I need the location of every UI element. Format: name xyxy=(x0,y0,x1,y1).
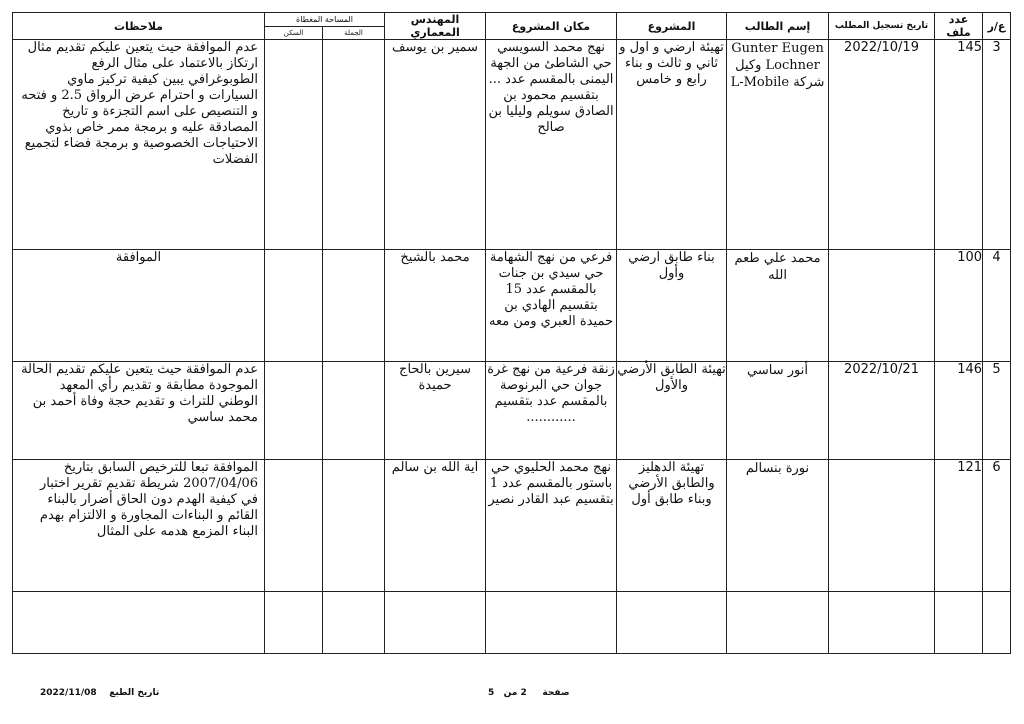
row-notes: عدم الموافقة حيث يتعين عليكم تقديم الحالة الموجودة مطابقة و تقديم رأي المعهد الوطني للتراث و تقديم حجة وفاة أحمد بن محمد ساسي xyxy=(13,362,265,460)
row-project: تهيئة ارضي و اول و ثاني و ثالث و بناء رابع و خامس xyxy=(617,40,727,250)
table-row xyxy=(13,250,1011,362)
page-label: صفحة xyxy=(542,688,570,698)
row-notes: الموافقة تبعا للترخيص السابق بتاريخ 2007/04/06 شريطة تقديم تقرير اختبار في كيفية الهدم دون الحاق أضرار بالبناء القائم و البناءات المجاورة و الالتزام بهدم البناء المزمع هدمه على المثال xyxy=(13,460,265,592)
row-date: 2022/10/19 xyxy=(829,40,935,250)
applicant-line: Lochner وكيل xyxy=(735,58,820,73)
header-project: المشروع xyxy=(617,13,727,40)
row-notes: الموافقة xyxy=(13,250,265,362)
row-date xyxy=(829,460,935,592)
empty-row xyxy=(13,592,1011,654)
applicant-line: محمد علي طعم الله xyxy=(734,251,821,283)
row-applicant xyxy=(727,460,829,592)
row-area-housing xyxy=(265,460,323,592)
row-area-total xyxy=(323,250,385,362)
table-row xyxy=(13,362,1011,460)
table-row xyxy=(13,40,1011,250)
row-file-no: 146 xyxy=(935,362,983,460)
row-location: فرعي من نهج الشهامة حي سيدي بن جنات بالمقسم عدد 15 بتقسيم الهادي بن حميدة العبري ومن معه xyxy=(486,250,617,362)
applicant-line: أنور ساسي xyxy=(747,363,808,378)
row-index: 6 xyxy=(983,460,1011,592)
header-notes: ملاحظات xyxy=(13,13,265,40)
header-covered-area: المساحة المغطاة xyxy=(265,13,385,27)
page-current: 2 xyxy=(520,688,527,698)
row-index: 5 xyxy=(983,362,1011,460)
row-applicant xyxy=(727,250,829,362)
empty-cell xyxy=(617,592,727,654)
row-location: نهج محمد السويسي حي الشاطئ من الجهة اليمنى بالمقسم عدد ... بتقسيم محمود بن الصادق سويلم وليليا بن صالح xyxy=(486,40,617,250)
empty-cell xyxy=(829,592,935,654)
row-project: بناء طابق ارضي وأول xyxy=(617,250,727,362)
empty-cell xyxy=(983,592,1011,654)
row-applicant xyxy=(727,40,829,250)
row-date: 2022/10/21 xyxy=(829,362,935,460)
row-index: 4 xyxy=(983,250,1011,362)
row-area-housing xyxy=(265,362,323,460)
row-file-no: 100 xyxy=(935,250,983,362)
page-of: من xyxy=(503,688,518,698)
row-applicant xyxy=(727,362,829,460)
row-architect: سيرين بالحاج حميدة xyxy=(385,362,486,460)
empty-cell xyxy=(13,592,265,654)
row-area-total xyxy=(323,460,385,592)
empty-cell xyxy=(265,592,323,654)
print-date-label: تاريخ الطبع xyxy=(109,688,160,698)
empty-cell xyxy=(486,592,617,654)
header-area-total: الجملة xyxy=(323,26,385,40)
header-location: مكان المشروع xyxy=(486,13,617,40)
row-location: نهج محمد الحليوي حي باستور بالمقسم عدد 1 بتقسيم عبد القادر نصير xyxy=(486,460,617,592)
row-date xyxy=(829,250,935,362)
permits-register-table xyxy=(12,12,1011,654)
row-area-total xyxy=(323,40,385,250)
applicant-line: نورة بنسالم xyxy=(745,461,810,476)
empty-cell xyxy=(935,592,983,654)
row-project: تهيئة الدهليز والطابق الأرضي وبناء طابق أول xyxy=(617,460,727,592)
row-file-no: 145 xyxy=(935,40,983,250)
row-architect: آية الله بن سالم xyxy=(385,460,486,592)
applicant-line: Gunter Eugen xyxy=(731,41,824,56)
row-architect: محمد بالشيخ xyxy=(385,250,486,362)
page-number xyxy=(488,688,570,698)
row-area-housing xyxy=(265,40,323,250)
applicant-line: شركة L-Mobile xyxy=(730,75,825,90)
header-date: تاريخ تسجيل المطلب xyxy=(829,13,935,40)
empty-cell xyxy=(323,592,385,654)
row-notes: عدم الموافقة حيث يتعين عليكم تقديم مثال ارتكاز بالاعتماد على مثال الرفع الطوبوغرافي يبين كيفية تركيز ماوي السيارات و احترام عرض الرواق 2.5 و فتحه و التنصيص على اسم التجزءة و تاريخ المصادقة عليه و برمجة ممر خاص بذوي الاحتياجات الخصوصية و برمجة فضاء لتجميع الفضلات xyxy=(13,40,265,250)
header-row xyxy=(13,13,1011,27)
header-architect: المهندس المعماري xyxy=(385,13,486,40)
header-applicant: إسم الطالب xyxy=(727,13,829,40)
row-area-housing xyxy=(265,250,323,362)
table-row xyxy=(13,460,1011,592)
empty-cell xyxy=(385,592,486,654)
print-date xyxy=(40,688,159,698)
print-date-value: 2022/11/08 xyxy=(40,688,97,698)
header-index: ع/ر xyxy=(983,13,1011,40)
row-file-no: 121 xyxy=(935,460,983,592)
page-total: 5 xyxy=(488,688,495,698)
row-index: 3 xyxy=(983,40,1011,250)
header-file-no: عدد ملف xyxy=(935,13,983,40)
header-area-housing: السكن xyxy=(265,26,323,40)
row-area-total xyxy=(323,362,385,460)
empty-cell xyxy=(727,592,829,654)
row-location: زنقة فرعية من نهج غرة جوان حي البرنوصة بالمقسم عدد بتقسيم ............ xyxy=(486,362,617,460)
row-architect: سمير بن يوسف xyxy=(385,40,486,250)
row-project: تهيئة الطابق الأرضي والأول xyxy=(617,362,727,460)
